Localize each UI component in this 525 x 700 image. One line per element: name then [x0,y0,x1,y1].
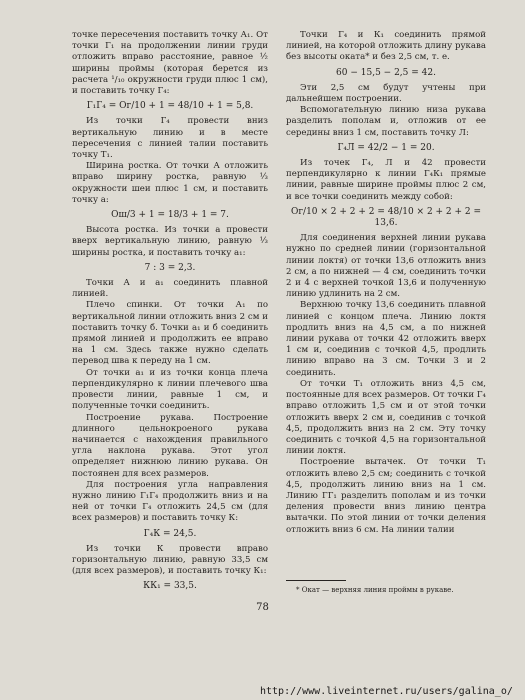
page-number: 78 [256,602,269,613]
section-heading-paragraph: Построение вытачек. От точки Т₁ отложить влево 2,5 см; соединить с точкой 4,5, продолжить линию вниз на 1 см. Линию ГГ₁ разделить пополам и из точки деления провести вниз линию центра вытачки. По этой линии от точки деления отложить вниз 6 см. На линии талии [286,457,486,535]
paragraph: точке пересечения поставить точку А₁. От точки Г₁ на продолжении линии груди отложить вправо расстояние, равное ½ ширины проймы (которая берется из расчета ¹/₁₀ окружности груди плюс 1 см), и поставить точку Г₄: [72,30,268,97]
paragraph: Верхнюю точку 13,6 соединить плавной линией с концом плеча. Линию локтя продлить вниз на 4,5 см, а по нижней линии рукава от точки 42 отложить вверх 1 см и, соединив с точкой 4,5, продлить линию вправо на 3 см. Точки 3 и 2 соединить. [286,300,486,378]
paragraph: Точки Г₄ и К₁ соединить прямой линией, на которой отложить длину рукава без высоты оката* и без 2,5 см, т. е. [286,30,486,63]
paragraph: Точки А и а₁ соединить плавной линией. [72,278,268,300]
paragraph: Из точки К провести вправо горизонтальную линию, равную 33,5 см (для всех размеров), и поставить точку К₁: [72,543,268,577]
formula: 60 − 15,5 − 2,5 = 42. [336,67,436,78]
paragraph: Эти 2,5 см будут учтены при дальнейшем построении. [286,82,486,105]
paragraph: Для соединения верхней линии рукава нужно по средней линии (горизонтальной линии локтя) от точки 13,6 отложить вниз 2 см, а по нижней — 4 см, соединить точки 2 и 4 с верхней точкой 13,6 и полученную линию удлинить на 2 см. [286,233,486,300]
formula: КК₁ = 33,5. [143,581,197,592]
paragraph: От точки Т₁ отложить вниз 4,5 см, постоянные для всех размеров. От точки Г₄ вправо отложить 1,5 см и от этой точки отложить вверх 2 см и, соединив с точкой 4,5, продолжить вниз на 2 см. Эту точку соединить с точкой 4,5 на горизонтальной линии локтя. [286,378,486,457]
formula: Ог/10 × 2 + 2 + 2 = 48/10 × 2 + 2 + 2 = 13,6. [290,206,482,229]
paragraph: Вспомогательную линию низа рукава разделить пополам и, отложив от ее середины вниз 1 см, поставить точку Л: [286,105,486,138]
footnote-divider [286,580,346,581]
formula: Г₄Л = 42/2 − 1 = 20. [337,142,435,153]
paragraph: Для построения угла направления нужно линию Г₁Г₄ продолжить вниз и на ней от точки Г₄ отложить 24,5 см (для всех размеров) и поставить точку К: [72,479,268,524]
footnote: * Окат — верхняя линия проймы в рукаве. [296,586,454,594]
formula: Г₁Г₄ = Ог/10 + 1 = 48/10 + 1 = 5,8. [86,101,254,112]
section-heading-paragraph: Ширина ростка. От точки А отложить вправо ширину ростка, равную ⅓ окружности шеи плюс 1 см, и поставить точку а: [72,161,268,205]
formula: 7 : 3 = 2,3. [144,262,196,273]
paragraph: Из точек Г₄, Л и 42 провести перпендикулярно к линии Г₄К₁ прямые линии, равные ширине проймы плюс 2 см, и все точки соединить между собой: [286,158,486,202]
formula: Ош/3 + 1 = 18/3 + 1 = 7. [111,210,229,221]
right-column [286,30,486,536]
formula: Г₄К = 24,5. [143,528,197,539]
paragraph: От точки а₁ и из точки конца плеча перпендикулярно к линии плечевого шва провести линии, равные 1 см, и полученные точки соединить. [72,367,268,412]
section-heading-paragraph: Плечо спинки. От точки А₁ по вертикальной линии отложить вниз 2 см и поставить точку б. Точки а₁ и б соединить прямой линией и продолжить ее вправо на 1 см. Здесь также нужно сделать перевод шва к переду на 1 см. [72,300,268,367]
paragraph: Из точки Г₄ провести вниз вертикальную линию и в месте пересечения с линией талии поставить точку Т₁. [72,116,268,161]
left-column [72,30,268,597]
watermark-url: http://www.liveinternet.ru/users/galina_o/ [260,686,513,697]
section-heading-paragraph: Построение рукава. Построение длинного цельнокроеного рукава начинается с нахождения правильного угла наклона рукава. Этот угол определяет нижнюю линию рукава. Он постоянен для всех размеров. [72,412,268,479]
section-heading-paragraph: Высота ростка. Из точки а провести вверх вертикальную линию, равную ⅓ ширины ростка, и поставить точку а₁: [72,225,268,258]
